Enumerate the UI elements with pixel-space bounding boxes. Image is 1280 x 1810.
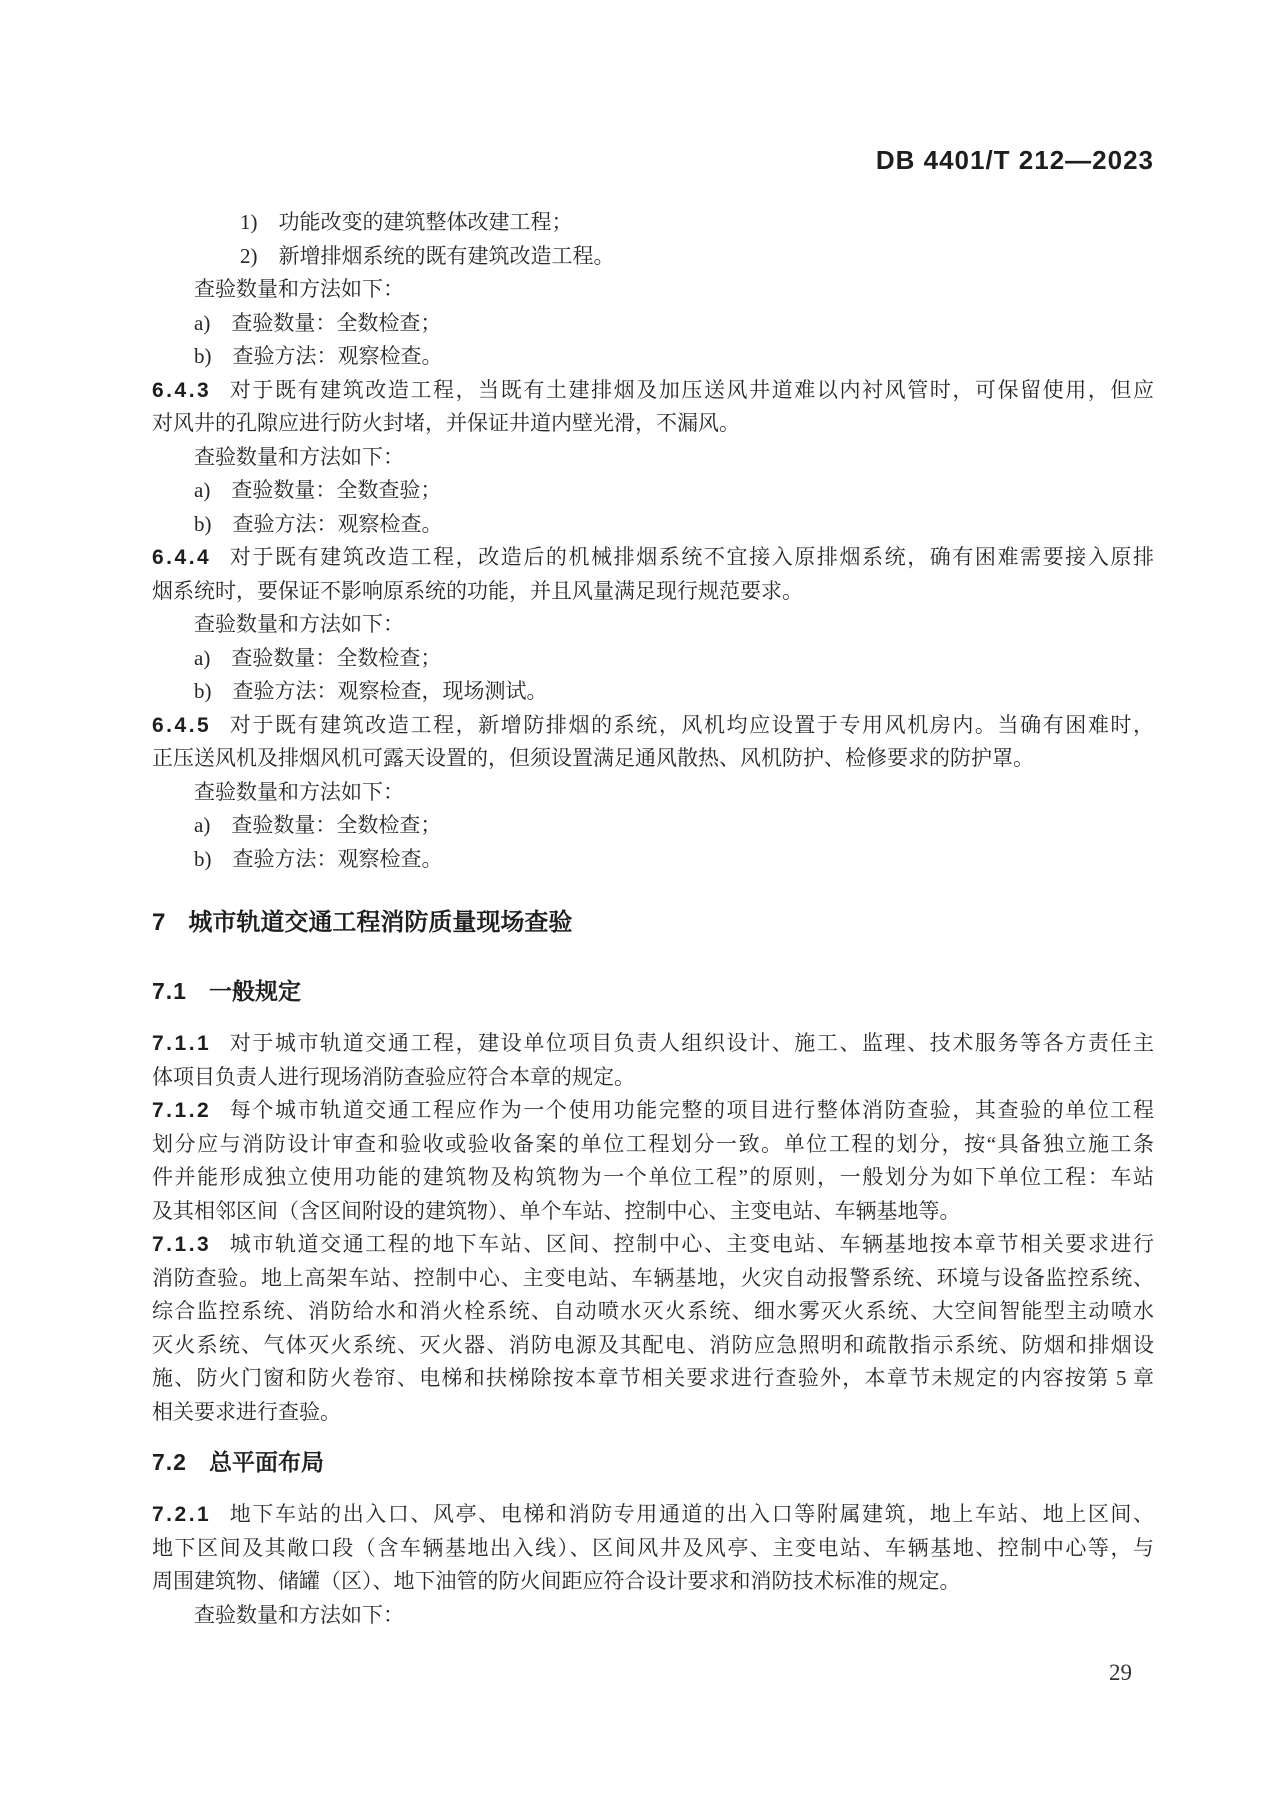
document-line: 查验数量和方法如下： bbox=[194, 612, 404, 636]
clause-number: 7.1.1 bbox=[152, 1032, 212, 1055]
document-line bbox=[152, 374, 1154, 408]
document-line bbox=[152, 1498, 1154, 1532]
chapter-title: 城市轨道交通工程消防质量现场查验 bbox=[188, 909, 573, 936]
document-line: 体项目负责人进行现场消防查验应符合本章的规定。 bbox=[152, 1064, 635, 1089]
document-line: a) 查验数量：全数查验； bbox=[194, 478, 442, 502]
document-body bbox=[152, 206, 1154, 1632]
page-number: 29 bbox=[1109, 1660, 1132, 1685]
document-line: 相关要求进行查验。 bbox=[152, 1399, 341, 1424]
document-line: b) 查验方法：观察检查。 bbox=[194, 846, 443, 871]
document-line: 2) 新增排烟系统的既有建筑改造工程。 bbox=[240, 243, 615, 268]
document-line: b) 查验方法：观察检查。 bbox=[194, 344, 443, 368]
clause-text: 对于既有建筑改造工程，当既有土建排烟及加压送风井道难以内衬风管时，可保留使用，但应 bbox=[228, 377, 1154, 402]
section-number: 7.2 bbox=[152, 1449, 187, 1475]
section-heading-7-1 bbox=[152, 973, 1154, 1009]
document-line: 灭火系统、气体灭火系统、灭火器、消防电源及其配电、消防应急照明和疏散指示系统、防烟和排烟设 bbox=[152, 1332, 1154, 1357]
document-line bbox=[152, 1094, 1154, 1128]
document-line: 1) 功能改变的建筑整体改建工程； bbox=[240, 210, 573, 234]
document-line: 查验数量和方法如下： bbox=[194, 779, 404, 804]
section-number: 7.1 bbox=[152, 978, 187, 1004]
clause-text: 对于城市轨道交通工程，建设单位项目负责人组织设计、施工、监理、技术服务等各方责任主 bbox=[228, 1031, 1154, 1055]
document-line: 划分应与消防设计审查和验收或验收备案的单位工程划分一致。单位工程的划分，按“具备独立施工条 bbox=[152, 1131, 1154, 1156]
clause-number: 6.4.4 bbox=[152, 546, 212, 569]
document-line: 消防查验。地上高架车站、控制中心、主变电站、车辆基地，火灾自动报警系统、环境与设备监控系统、 bbox=[152, 1265, 1154, 1290]
document-line: a) 查验数量：全数检查； bbox=[194, 813, 442, 837]
document-line: 烟系统时，要保证不影响原系统的功能，并且风量满足现行规范要求。 bbox=[152, 578, 803, 603]
document-line: b) 查验方法：观察检查，现场测试。 bbox=[194, 679, 548, 703]
chapter-heading bbox=[152, 905, 1154, 941]
document-line: b) 查验方法：观察检查。 bbox=[194, 511, 443, 536]
document-line: 对风井的孔隙应进行防火封堵，并保证井道内壁光滑，不漏风。 bbox=[152, 411, 740, 435]
chapter-number: 7 bbox=[152, 909, 167, 936]
document-line: 查验数量和方法如下： bbox=[194, 277, 404, 301]
clause-text: 每个城市轨道交通工程应作为一个使用功能完整的项目进行整体消防查验，其查验的单位工程 bbox=[228, 1098, 1154, 1122]
document-line: 综合监控系统、消防给水和消火栓系统、自动喷水灭火系统、细水雾灭火系统、大空间智能型主动喷水 bbox=[152, 1299, 1154, 1323]
clause-text: 地下车站的出入口、风亭、电梯和消防专用通道的出入口等附属建筑，地上车站、地上区间、 bbox=[228, 1502, 1154, 1526]
clause-text: 城市轨道交通工程的地下车站、区间、控制中心、主变电站、车辆基地按本章节相关要求进行 bbox=[228, 1232, 1154, 1256]
clause-number: 7.2.1 bbox=[152, 1503, 212, 1526]
document-line: 查验数量和方法如下： bbox=[194, 444, 404, 469]
standard-code: DB 4401/T 212—2023 bbox=[875, 145, 1154, 175]
section-title: 总平面布局 bbox=[208, 1449, 324, 1475]
section-heading-7-2 bbox=[152, 1444, 1154, 1480]
document-line: 及其相邻区间（含区间附设的建筑物）、单个车站、控制中心、主变电站、车辆基地等。 bbox=[152, 1198, 961, 1223]
document-line: 地下区间及其敞口段（含车辆基地出入线）、区间风井及风亭、主变电站、车辆基地、控制中心等，与 bbox=[152, 1535, 1154, 1560]
clause-number: 6.4.5 bbox=[152, 713, 212, 737]
document-line: a) 查验数量：全数检查； bbox=[194, 310, 442, 335]
document-line bbox=[152, 541, 1154, 575]
document-line: 施、防火门窗和防火卷帘、电梯和扶梯除按本章节相关要求进行查验外，本章节未规定的内容按第 5 章 bbox=[152, 1366, 1154, 1390]
document-line bbox=[152, 1228, 1154, 1262]
clause-number: 6.4.3 bbox=[152, 378, 212, 402]
clause-number: 7.1.2 bbox=[152, 1099, 212, 1122]
clause-text: 对于既有建筑改造工程，改造后的机械排烟系统不宜接入原排烟系统，确有困难需要接入原排 bbox=[228, 545, 1154, 569]
document-line: 周围建筑物、储罐（区）、地下油管的防火间距应符合设计要求和消防技术标准的规定。 bbox=[152, 1569, 961, 1593]
section-title: 一般规定 bbox=[208, 978, 301, 1004]
document-line: a) 查验数量：全数检查； bbox=[194, 645, 442, 670]
document-line: 件并能形成独立使用功能的建筑物及构筑物为一个单位工程”的原则，一般划分为如下单位工程：车站 bbox=[152, 1165, 1154, 1189]
document-line bbox=[152, 709, 1154, 743]
document-line bbox=[152, 1027, 1154, 1061]
document-line: 正压送风机及排烟风机可露天设置的，但须设置满足通风散热、风机防护、检修要求的防护罩。 bbox=[152, 746, 1034, 770]
clause-text: 对于既有建筑改造工程，新增防排烟的系统，风机均应设置于专用风机房内。当确有困难时， bbox=[228, 712, 1154, 737]
document-line: 查验数量和方法如下： bbox=[194, 1602, 404, 1627]
clause-number: 7.1.3 bbox=[152, 1233, 212, 1256]
